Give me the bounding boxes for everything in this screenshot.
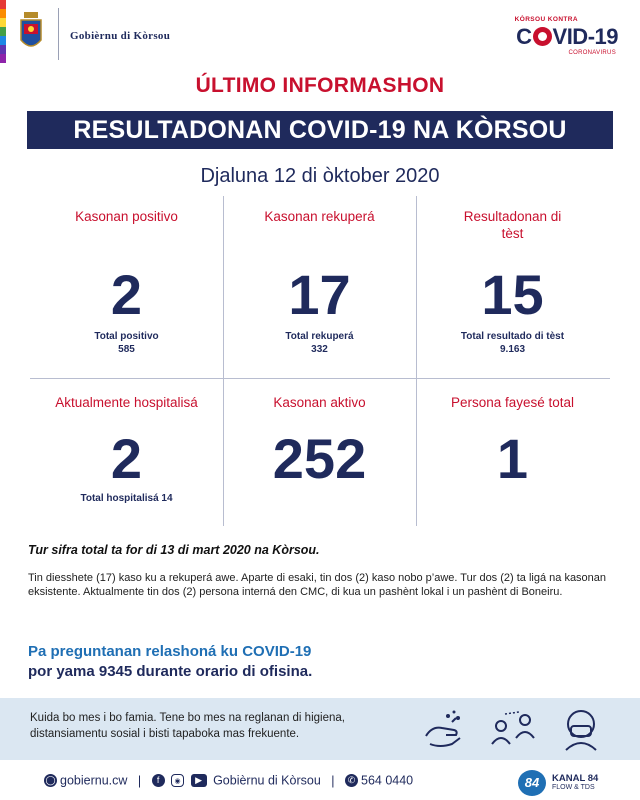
question-line-1: Pa preguntanan relashoná ku COVID-19 [28, 643, 312, 660]
stat-total-label: Total resultado di tèst [460, 331, 565, 342]
facebook-icon[interactable]: f [152, 774, 165, 787]
title-banner: RESULTADONAN COVID-19 NA KÒRSOU [27, 111, 613, 149]
logo-main-text: C VID-19 [516, 24, 618, 49]
stat-total-value: 9.163 [499, 344, 526, 355]
logo-top-text: KÒRSOU KONTRA [514, 16, 578, 23]
coat-of-arms-logo [18, 10, 44, 54]
stat-label: Kasonan aktivo [273, 395, 366, 410]
stat-label: Kasonan rekuperá [264, 209, 375, 224]
handwashing-icon [418, 706, 470, 752]
government-name: Gobièrnu di Kòrsou [70, 30, 171, 42]
phone-number[interactable]: 564 0440 [361, 773, 414, 788]
stat-hospitalized [30, 394, 223, 505]
stats-grid [30, 196, 610, 526]
stat-total-label: Total rekuperá [285, 331, 354, 342]
update-paragraph: Tin diesshete (17) kaso ku a rekuperá awe. Aparte di esaki, tin dos (2) kaso nobo p’awe. Tur dos (2) ta ligá na kasonan eksistente. Aktualmente tin dos (2) persona interná den CMC, di kua un pashènt lokal i un pashènt di Boneiru. [28, 572, 607, 598]
stat-total-label: Total positivo [94, 331, 159, 342]
globe-icon: ◯ [45, 775, 56, 786]
stat-total-label: Total hospitalisá 14 [80, 493, 173, 504]
footer-separator: | [137, 773, 142, 788]
kanal-sub: FLOW & TDS [552, 784, 595, 791]
logo-sub-text: CORONAVIRUS [568, 50, 616, 56]
header-divider [58, 8, 59, 60]
virus-icon [533, 27, 552, 46]
stat-tests [416, 208, 609, 356]
stat-label: Resultadonan di tèst [463, 209, 562, 241]
footer-contact [44, 773, 413, 788]
social-distancing-icon [487, 706, 539, 752]
stat-value: 2 [110, 427, 143, 490]
totals-note: Tur sifra total ta for di 13 di mart 2020 na Kòrsou. [28, 543, 320, 557]
stat-active [223, 394, 416, 489]
hygiene-text: Kuida bo mes i bo famia. Tene bo mes na reglanan di higiena, distansiamentu sosial i bisti tapaboka mas frekuente. [30, 712, 345, 740]
stat-value: 1 [496, 427, 529, 490]
stat-total-value: 332 [311, 344, 328, 355]
color-stripe [0, 0, 6, 62]
stat-recovered [223, 208, 416, 356]
grid-divider [30, 378, 610, 379]
stat-value: 15 [481, 263, 544, 326]
stat-label: Kasonan positivo [75, 209, 178, 224]
kanal-badge: 84 [518, 770, 546, 796]
face-mask-icon [558, 706, 604, 752]
stat-label: Persona fayesé total [450, 395, 575, 410]
footer [0, 770, 640, 800]
footer-separator: | [331, 773, 335, 788]
hygiene-band [0, 698, 640, 760]
report-date: Djaluna 12 di òktober 2020 [200, 165, 440, 187]
stat-total-value: 585 [118, 344, 135, 355]
whatsapp-icon: ✆ [345, 774, 358, 787]
stat-value: 252 [272, 427, 367, 490]
kanal-name: KANAL 84 [552, 773, 599, 784]
covid-campaign-logo [508, 10, 618, 58]
stat-positive [30, 208, 223, 356]
stat-value: 17 [288, 263, 351, 326]
header [0, 0, 640, 70]
stat-deceased [416, 394, 609, 489]
website-link[interactable]: gobiernu.cw [60, 773, 128, 788]
social-handle[interactable]: Gobièrnu di Kòrsou [213, 773, 321, 788]
stat-label: Aktualmente hospitalisá [55, 395, 198, 410]
stat-value: 2 [110, 263, 143, 326]
kanal-84-logo [518, 770, 618, 798]
instagram-icon[interactable]: ◉ [171, 774, 184, 787]
question-line-2: por yama 9345 durante orario di ofisina. [28, 663, 313, 680]
youtube-icon[interactable]: ▶ [191, 774, 207, 787]
update-label: ÚLTIMO INFORMASHON [195, 74, 445, 97]
